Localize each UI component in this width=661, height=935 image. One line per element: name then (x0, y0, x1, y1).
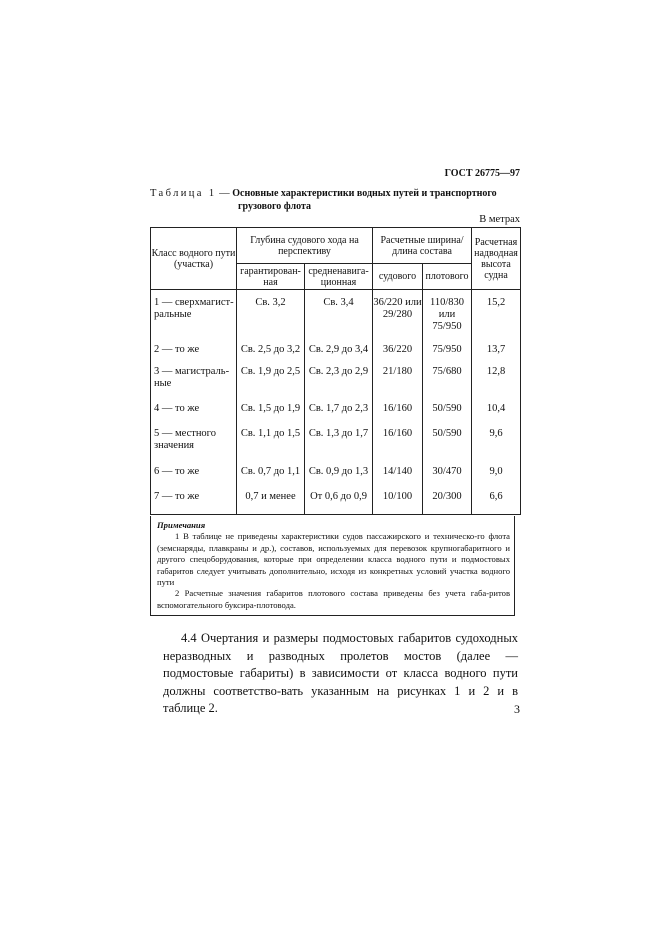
cell-raft: 50/590 (423, 428, 472, 466)
caption-dash: — (216, 188, 233, 199)
paragraph-text: 4.4 Очертания и размеры подмостовых габаритов судоходных неразводных и разводных пролетов мостов (далее — подмостовые габариты) в зависимости от класса водного пути должны соответство-вать указанным на рисунках 1 и 2 и в таблице 2. (163, 631, 518, 715)
cell-guaranteed: Св. 1,1 до 1,5 (237, 428, 305, 466)
cell-class: 3 — магистраль-ные (151, 366, 237, 403)
notes-heading: Примечания (157, 520, 206, 530)
cell-guaranteed: 0,7 и менее (237, 491, 305, 515)
header-width-ship: судового (373, 264, 423, 290)
cell-average: Св. 3,4 (305, 290, 373, 344)
cell-raft: 110/830 или 75/950 (423, 290, 472, 344)
cell-raft: 75/680 (423, 366, 472, 403)
cell-ship: 16/160 (373, 403, 423, 428)
cell-average: Св. 1,7 до 2,3 (305, 403, 373, 428)
cell-raft: 50/590 (423, 403, 472, 428)
standard-number: ГОСТ 26775—97 (444, 168, 520, 179)
cell-ship: 21/180 (373, 366, 423, 403)
table-row (151, 290, 521, 344)
table-row (151, 366, 521, 403)
cell-guaranteed: Св. 1,5 до 1,9 (237, 403, 305, 428)
note-item: 2 Расчетные значения габаритов плотового состава приведены без учета габа-ритов вспомогательного буксира-плотовода. (157, 588, 510, 610)
cell-raft: 20/300 (423, 491, 472, 515)
cell-average: Св. 0,9 до 1,3 (305, 466, 373, 491)
table-label: Таблица 1 (150, 188, 217, 199)
cell-average: Св. 1,3 до 1,7 (305, 428, 373, 466)
table-row (151, 403, 521, 428)
cell-ship: 36/220 (373, 344, 423, 366)
header-width: Расчетные ширина/длина состава (373, 228, 472, 264)
table-caption (150, 187, 522, 213)
cell-class: 4 — то же (151, 403, 237, 428)
cell-guaranteed: Св. 3,2 (237, 290, 305, 344)
table-title-line1: Основные характеристики водных путей и транспортного (232, 188, 497, 199)
header-width-raft: плотового (423, 264, 472, 290)
cell-average: От 0,6 до 0,9 (305, 491, 373, 515)
waterways-table (150, 227, 521, 515)
cell-guaranteed: Св. 0,7 до 1,1 (237, 466, 305, 491)
header-class: Класс водного пути (участка) (151, 228, 237, 290)
cell-height: 6,6 (472, 491, 521, 515)
table-row (151, 491, 521, 515)
cell-height: 9,0 (472, 466, 521, 491)
note-item: 1 В таблице не приведены характеристики судов пассажирского и техническо-го флота (земснаряды, плавкраны и др.), составов, используемых для перевозок крупногабаритного и другого спецоборудования, которые при определении класса водного пути и подмостовых габаритов следует учитывать дополнительно, исходя из конкретных условий участка водного пути (157, 531, 510, 588)
cell-class: 2 — то же (151, 344, 237, 366)
header-height: Расчетная надводная высота судна (472, 228, 521, 290)
table-row (151, 344, 521, 366)
table-notes (150, 516, 515, 616)
cell-class: 1 — сверхмагист-ральные (151, 290, 237, 344)
cell-height: 12,8 (472, 366, 521, 403)
cell-average: Св. 2,3 до 2,9 (305, 366, 373, 403)
cell-average: Св. 2,9 до 3,4 (305, 344, 373, 366)
header-depth: Глубина судового хода на перспективу (237, 228, 373, 264)
page-number: 3 (514, 702, 520, 716)
cell-ship: 36/220 или 29/280 (373, 290, 423, 344)
cell-height: 13,7 (472, 344, 521, 366)
header-depth-guaranteed: гарантирован-ная (237, 264, 305, 290)
cell-guaranteed: Св. 2,5 до 3,2 (237, 344, 305, 366)
cell-class: 6 — то же (151, 466, 237, 491)
cell-raft: 30/470 (423, 466, 472, 491)
cell-class: 5 — местного значения (151, 428, 237, 466)
cell-height: 9,6 (472, 428, 521, 466)
cell-guaranteed: Св. 1,9 до 2,5 (237, 366, 305, 403)
table-title-line2: грузового флота (238, 201, 311, 212)
header-depth-average: средненавига-ционная (305, 264, 373, 290)
cell-height: 15,2 (472, 290, 521, 344)
units-note: В метрах (479, 214, 520, 225)
cell-ship: 10/100 (373, 491, 423, 515)
body-paragraph (163, 630, 518, 718)
table-row (151, 466, 521, 491)
cell-raft: 75/950 (423, 344, 472, 366)
cell-ship: 14/140 (373, 466, 423, 491)
cell-height: 10,4 (472, 403, 521, 428)
cell-ship: 16/160 (373, 428, 423, 466)
cell-class: 7 — то же (151, 491, 237, 515)
table-row (151, 428, 521, 466)
